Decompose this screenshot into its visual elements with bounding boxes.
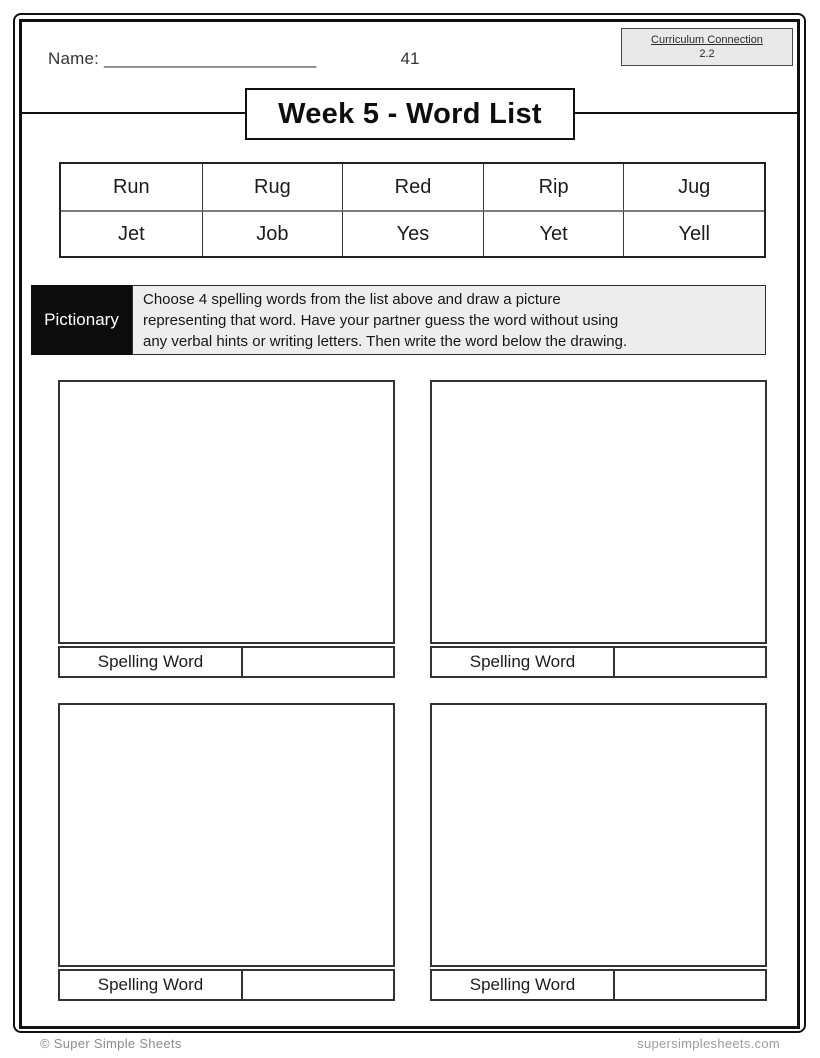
pictionary-tab: Pictionary (31, 285, 132, 355)
word-cell: Yell (623, 210, 764, 256)
word-cell: Red (342, 164, 483, 210)
name-row (48, 49, 316, 69)
spelling-word-answer-3[interactable] (243, 971, 393, 999)
drawing-area-2[interactable] (430, 380, 767, 644)
name-blank-field[interactable]: ______________________ (104, 49, 317, 68)
drawing-card-2 (430, 380, 767, 678)
word-cell: Run (112, 175, 150, 198)
curriculum-connection-value: 2.2 (699, 48, 715, 60)
drawing-card-1 (58, 380, 395, 678)
word-cell: Job (202, 210, 343, 256)
word-cell: Yet (483, 210, 624, 256)
website-text: supersimplesheets.com (637, 1036, 780, 1051)
spelling-word-row-1 (58, 646, 395, 678)
spelling-word-answer-2[interactable] (615, 648, 765, 676)
pictionary-instructions (132, 285, 766, 355)
spelling-word-label: Spelling Word (432, 971, 615, 999)
word-cell: Yes (342, 210, 483, 256)
drawing-area-4[interactable] (430, 703, 767, 967)
word-cell: Rug (202, 164, 343, 210)
instruction-line: Choose 4 spelling words from the list above and draw a picture (143, 290, 561, 308)
spelling-word-answer-4[interactable] (615, 971, 765, 999)
drawing-card-3 (58, 703, 395, 1001)
word-list-table (59, 162, 766, 258)
instruction-line: representing that word. Have your partner guess the word without using (143, 311, 619, 329)
drawing-card-4 (430, 703, 767, 1001)
copyright-text: © Super Simple Sheets (40, 1036, 182, 1051)
word-cell: Jug (623, 164, 764, 210)
drawing-area-1[interactable] (58, 380, 395, 644)
instruction-line: any verbal hints or writing letters. Then write the word below the drawing. (143, 332, 628, 350)
curriculum-connection-label: Curriculum Connection (651, 33, 763, 46)
curriculum-connection-box (621, 28, 793, 66)
page-number: 41 (400, 49, 420, 68)
spelling-word-label: Spelling Word (60, 971, 243, 999)
spelling-word-label: Spelling Word (60, 648, 243, 676)
page-title: Week 5 - Word List (245, 88, 575, 140)
spelling-word-row-4 (430, 969, 767, 1001)
name-label: Name: (48, 49, 100, 68)
drawing-area-3[interactable] (58, 703, 395, 967)
word-cell: Rip (483, 164, 624, 210)
spelling-word-row-2 (430, 646, 767, 678)
spelling-word-row-3 (58, 969, 395, 1001)
word-cell: Jet (61, 210, 202, 256)
spelling-word-answer-1[interactable] (243, 648, 393, 676)
spelling-word-label: Spelling Word (432, 648, 615, 676)
